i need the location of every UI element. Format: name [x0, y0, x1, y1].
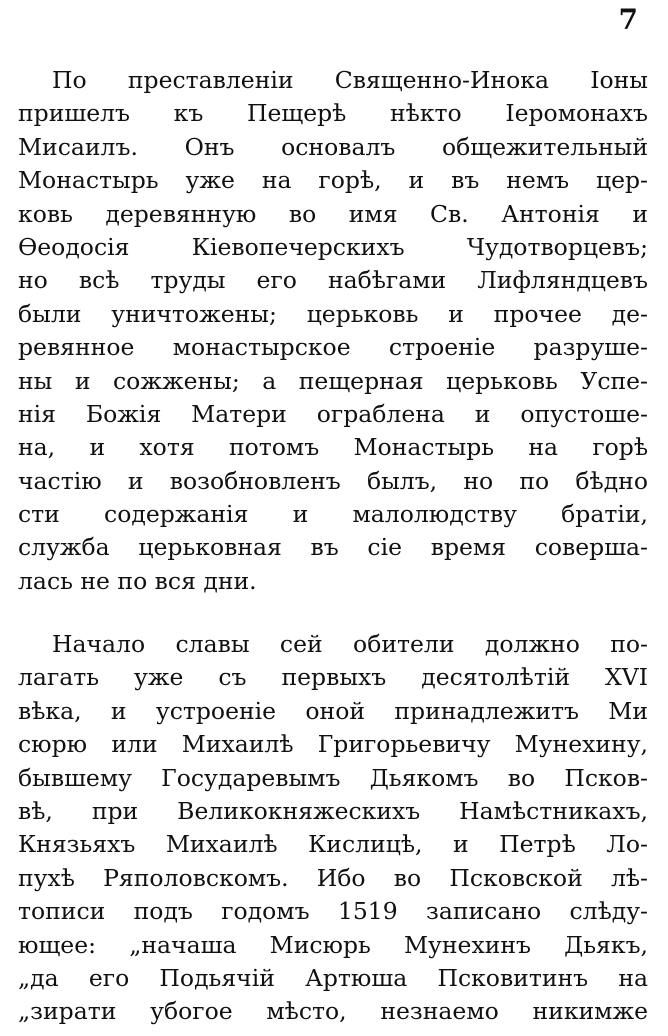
text-line: Монастырь уже на горѣ, и въ немъ цер-	[18, 166, 648, 195]
text-line: ковь деревянную во имя Св. Антонія и	[18, 199, 648, 228]
text-line: Мисаилъ. Онъ основалъ общежительный	[18, 132, 648, 161]
text-line: бывшему Государевымъ Дьякомъ во Псков-	[18, 763, 648, 792]
text-line: сюрю или Михаилѣ Григорьевичу Мунехину,	[18, 730, 648, 759]
text-line: „зирати убогое мѣсто, незнаемо никимже	[18, 997, 648, 1026]
text-line: пришелъ къ Пещерѣ нѣкто Іеромонахъ	[18, 99, 648, 128]
text-line: ны и сожжены; а пещерная церьковь Успе-	[18, 366, 648, 395]
text-line: Князьяхъ Михаилѣ Кислицѣ, и Петрѣ Ло-	[18, 830, 648, 859]
text-line: вѣ, при Великокняжескихъ Намѣстникахъ,	[18, 796, 648, 825]
text-line: лагать уже съ первыхъ десятолѣтій XVI	[18, 663, 648, 692]
paragraph-1	[18, 64, 648, 598]
text-line: пухѣ Ряполовскомъ. Ибо во Псковской лѣ-	[18, 863, 648, 892]
text-line: сти содержанія и малолюдству братіи,	[18, 500, 648, 529]
text-line: лась не по вся дни.	[18, 566, 257, 595]
text-line: вѣка, и устроеніе оной принадлежитъ Ми	[18, 696, 648, 725]
text-line: тописи подъ годомъ 1519 записано слѣду-	[18, 897, 648, 926]
text-line: нія Божія Матери ограблена и опустоше-	[18, 399, 648, 428]
text-line: служба церьковная въ сіе время соверша-	[18, 533, 648, 562]
text-line: были уничтожены; церьковь и прочее де-	[18, 299, 648, 328]
page-number: 7	[618, 3, 638, 36]
paragraph-2	[18, 628, 648, 1029]
text-line: ревянное монастырское строеніе разруше-	[18, 333, 648, 362]
text-line: Начало славы сей обители должно по-	[52, 630, 648, 658]
text-line: По преставленіи Священно-Инока Іоны	[52, 66, 648, 94]
text-line: но всѣ труды его набѣгами Лифляндцевъ	[18, 266, 648, 295]
text-line: на, и хотя потомъ Монастырь на горѣ	[18, 433, 648, 462]
text-line: ющее: „начаша Мисюрь Мунехинъ Дьякъ,	[18, 930, 648, 959]
text-line: частію и возобновленъ былъ, но по бѣдно	[18, 466, 648, 495]
text-line: „да его Подьячій Артюша Псковитинъ на	[18, 963, 648, 992]
text-line: Ѳеодосія Кіевопечерскихъ Чудотворцевъ;	[18, 232, 648, 261]
